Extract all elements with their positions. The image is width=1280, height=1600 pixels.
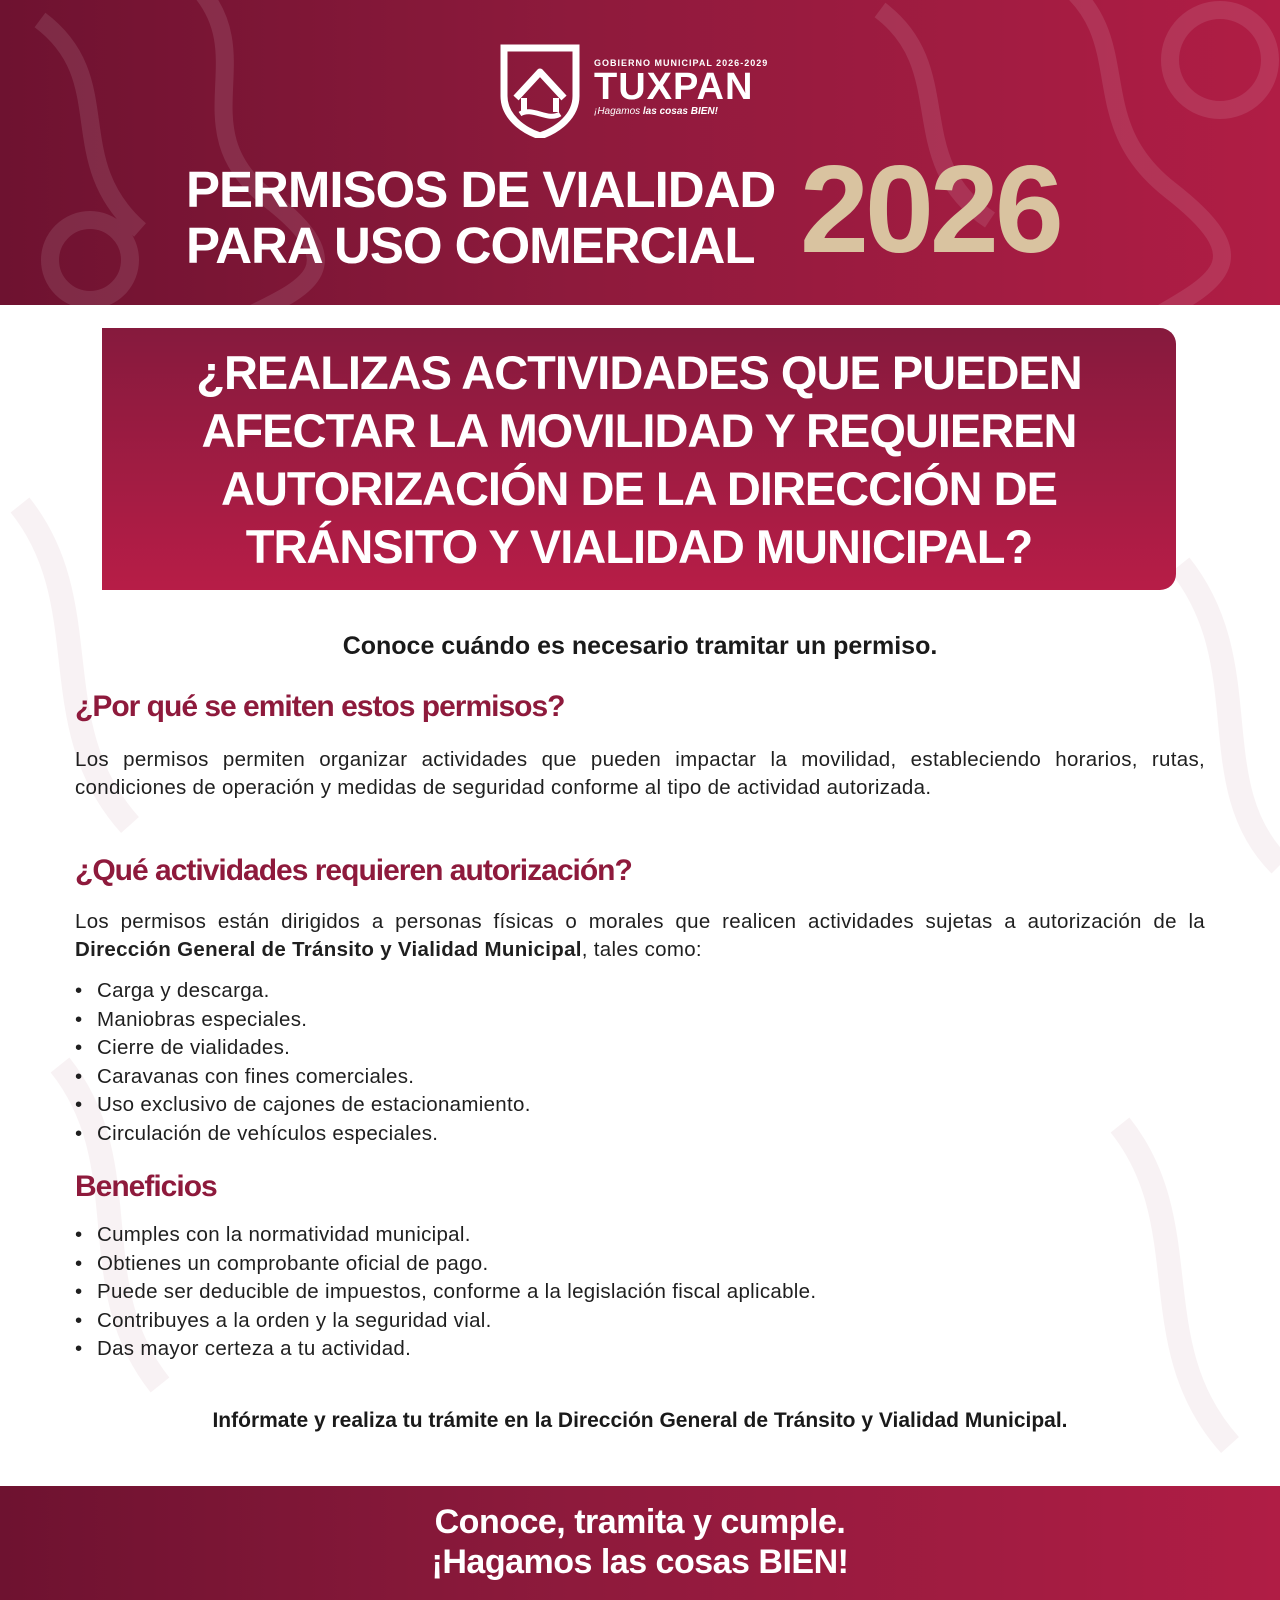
logo-name: TUXPAN xyxy=(594,66,754,108)
list-item: • Maniobras especiales. xyxy=(75,1006,531,1035)
activities-list xyxy=(75,977,531,1148)
list-item: • Cumples con la normatividad municipal. xyxy=(75,1221,816,1250)
list-item: • Das mayor certeza a tu actividad. xyxy=(75,1335,816,1364)
title-line: PERMISOS DE VIALIDAD xyxy=(186,161,776,218)
intro-text: Conoce cuándo es necesario tramitar un permiso. xyxy=(342,632,938,660)
list-item: • Contribuyes a la orden y la seguridad vial. xyxy=(75,1307,816,1336)
shield-house-icon xyxy=(498,42,582,138)
heading-benefits: Beneficios xyxy=(75,1170,217,1203)
header-band xyxy=(0,0,1280,305)
list-item: • Obtienes un comprobante oficial de pago. xyxy=(75,1250,816,1279)
question-line: TRÁNSITO Y VIALIDAD MUNICIPAL? xyxy=(245,520,1033,573)
list-item: • Cierre de vialidades. xyxy=(75,1034,531,1063)
closing-text: Infórmate y realiza tu trámite en la Dirección General de Tránsito y Vialidad Municipal. xyxy=(212,1409,1068,1432)
footer-line: Conoce, tramita y cumple. xyxy=(434,1503,846,1541)
page-title xyxy=(186,162,775,274)
list-item: • Caravanas con fines comerciales. xyxy=(75,1063,531,1092)
question-line: AFECTAR LA MOVILIDAD Y REQUIEREN xyxy=(201,404,1077,457)
question-line: ¿REALIZAS ACTIVIDADES QUE PUEDEN xyxy=(196,346,1082,399)
footer-line: ¡Hagamos las cosas BIEN! xyxy=(431,1543,849,1581)
heading-why: ¿Por qué se emiten estos permisos? xyxy=(75,690,565,723)
heading-activities: ¿Qué actividades requieren autorización? xyxy=(75,854,632,887)
municipal-logo xyxy=(498,42,788,138)
list-item: • Puede ser deducible de impuestos, conforme a la legislación fiscal aplicable. xyxy=(75,1278,816,1307)
logo-slogan: ¡Hagamos las cosas BIEN! xyxy=(594,106,718,117)
question-line: AUTORIZACIÓN DE LA DIRECCIÓN DE xyxy=(221,462,1057,515)
question-banner xyxy=(102,328,1176,590)
title-line: PARA USO COMERCIAL xyxy=(186,217,755,274)
title-year: 2026 xyxy=(800,141,1060,279)
list-item: • Carga y descarga. xyxy=(75,977,531,1006)
list-item: • Uso exclusivo de cajones de estacionamiento. xyxy=(75,1091,531,1120)
paragraph-activities: Los permisos están dirigidos a personas físicas o morales que realicen actividades sujetas a autorización de la Dirección General de Tránsito y Vialidad Municipal, tales como: xyxy=(75,910,1205,961)
paragraph-why: Los permisos permiten organizar actividades que pueden impactar la movilidad, estableciendo horarios, rutas, condiciones de operación y medidas de seguridad conforme al tipo de actividad autorizada. xyxy=(75,748,1205,799)
benefits-list xyxy=(75,1221,816,1364)
logo-government-text: GOBIERNO MUNICIPAL 2026-2029 xyxy=(594,58,769,68)
list-item: • Circulación de vehículos especiales. xyxy=(75,1120,531,1149)
footer-band xyxy=(0,1486,1280,1600)
